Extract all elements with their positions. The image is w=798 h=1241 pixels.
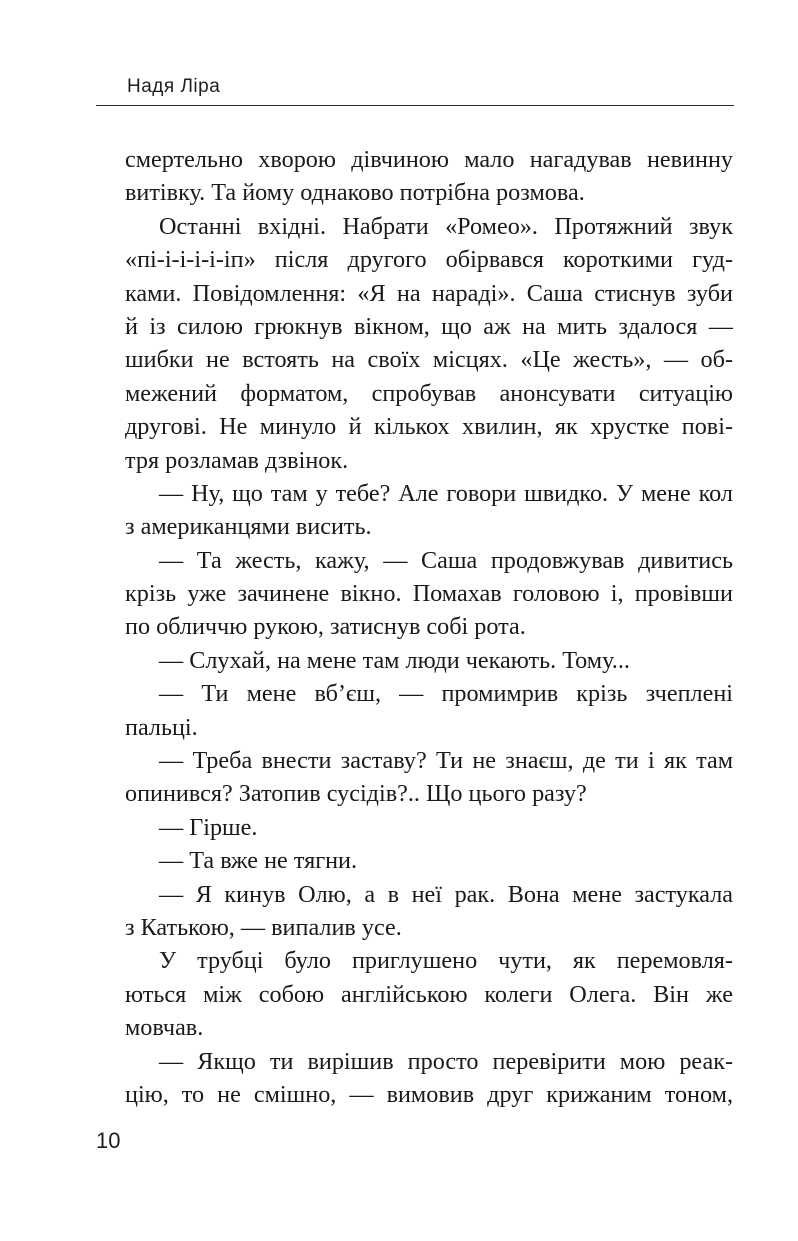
text-line: — Ну, що там у тебе? Але говори швидко. У мене кол bbox=[159, 479, 733, 507]
text-line: по обличчю рукою, затиснув собі рота. bbox=[125, 613, 526, 641]
body-text bbox=[125, 143, 733, 1111]
text-line: — Та жесть, кажу, — Саша продовжував дивитись bbox=[159, 546, 733, 574]
text-line: тря розламав дзвінок. bbox=[125, 446, 349, 474]
running-header-author: Надя Ліра bbox=[127, 76, 221, 97]
text-line: з американцями висить. bbox=[125, 513, 372, 541]
text-line: ються між собою англійською колеги Олега. Він же bbox=[125, 980, 733, 1008]
text-line: витівку. Та йому однаково потрібна розмова. bbox=[125, 179, 585, 207]
text-line: — Слухай, на мене там люди чекають. Тому... bbox=[159, 646, 630, 674]
text-line: й із силою грюкнув вікном, що аж на мить здалося — bbox=[125, 312, 733, 340]
text-line: — Треба внести заставу? Ти не знаєш, де ти і як там bbox=[159, 747, 733, 775]
text-line: мовчав. bbox=[125, 1014, 204, 1042]
text-line: межений форматом, спробував анонсувати ситуацію bbox=[125, 379, 733, 407]
text-line: — Та вже не тягни. bbox=[159, 847, 358, 875]
text-line: цію, то не смішно, — вимовив друг крижаним тоном, bbox=[125, 1080, 733, 1108]
text-line: — Ти мене вб’єш, — промимрив крізь зчеплені bbox=[159, 680, 733, 708]
text-line: — Якщо ти вирішив просто перевірити мою реак- bbox=[159, 1047, 733, 1075]
text-line: крізь уже зачинене вікно. Помахав головою і, провівши bbox=[125, 580, 733, 608]
text-line: пальці. bbox=[125, 713, 198, 741]
header-divider bbox=[96, 105, 734, 106]
text-line: з Катькою, — випалив усе. bbox=[125, 913, 402, 941]
text-line: шибки не встоять на своїх місцях. «Це жесть», — об- bbox=[125, 346, 733, 374]
text-line: другові. Не минуло й кількох хвилин, як хрустке пові- bbox=[125, 413, 733, 441]
text-line: У трубці було приглушено чути, як перемовля- bbox=[159, 947, 733, 975]
text-line: смертельно хворою дівчиною мало нагадував невинну bbox=[125, 146, 733, 173]
text-line: опинився? Затопив сусідів?.. Що цього разу? bbox=[125, 780, 587, 808]
text-line: ками. Повідомлення: «Я на нараді». Саша стиснув зуби bbox=[125, 279, 733, 307]
text-line: — Я кинув Олю, а в неї рак. Вона мене застукала bbox=[159, 880, 733, 908]
text-line: — Гірше. bbox=[159, 813, 258, 841]
text-line: «пі-і-і-і-і-іп» після другого обірвався короткими гуд- bbox=[125, 246, 733, 274]
page-number: 10 bbox=[96, 1128, 121, 1153]
text-line: Останні вхідні. Набрати «Ромео». Протяжний звук bbox=[159, 212, 733, 240]
